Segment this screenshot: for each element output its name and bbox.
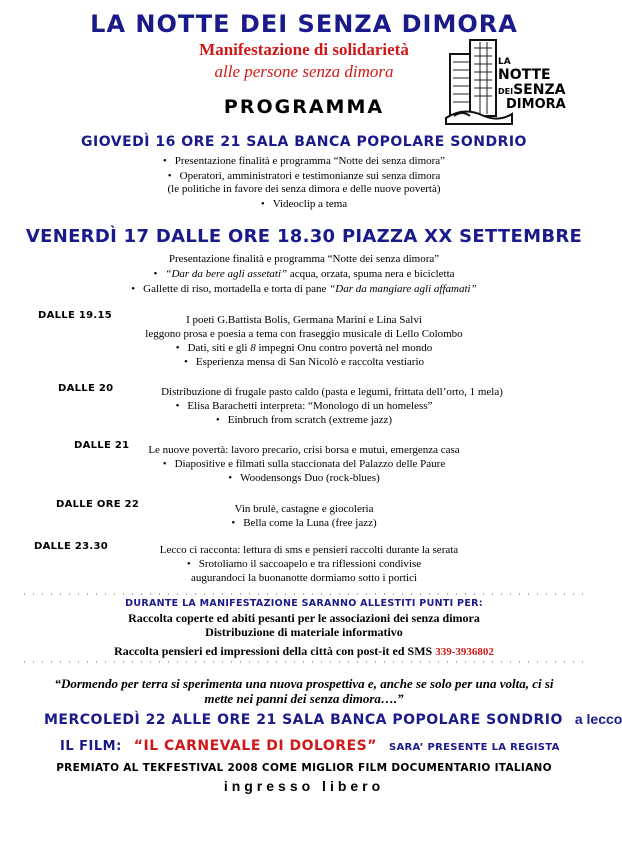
mercoledi-line — [44, 711, 622, 729]
time-label: DALLE ORE 22 — [56, 499, 140, 510]
durante-line: Distribuzione di materiale informativo — [205, 625, 403, 639]
subtitle-line-1: Manifestazione di solidarietà — [199, 40, 409, 59]
durante-heading: DURANTE LA MANIFESTAZIONE SARANNO ALLESTITI PUNTI PER: — [125, 598, 483, 609]
list-item: • Bella come la Luna (free jazz) — [0, 516, 608, 530]
film-line — [60, 737, 560, 755]
logo-line-4: DIMORA — [506, 97, 566, 112]
giovedi-heading: GIOVEDÌ 16 ORE 21 SALA BANCA POPOLARE SONDRIO — [81, 134, 527, 150]
giovedi-note: (le politiche in favore dei senza dimora e delle nuove povertà) — [167, 183, 441, 195]
durante-line: Raccolta coperte ed abiti pesanti per le associazioni dei senza dimora — [128, 611, 480, 625]
list-item: • Diapositive e filmati sulla staccionata del Palazzo delle Paure — [0, 457, 608, 471]
slot-2-block — [0, 385, 608, 427]
list-item: • Woodensongs Duo (rock-blues) — [0, 471, 608, 485]
list-item: • Einbruch from scratch (extreme jazz) — [0, 413, 608, 427]
page-title: LA NOTTE DEI SENZA DIMORA — [90, 10, 518, 38]
slot-3-block — [0, 443, 608, 485]
film-title: “IL CARNEVALE DI DOLORES” — [133, 738, 377, 754]
slot-line: augurandoci la buonanotte dormiamo sotto i portici — [190, 572, 418, 584]
list-item: • Dati, siti e gli 8 impegni Onu contro povertà nel mondo — [0, 341, 608, 355]
programma-heading: PROGRAMMA — [223, 96, 385, 118]
slot-line: Lecco ci racconta: lettura di sms e pensieri raccolti durante la serata — [159, 544, 459, 556]
ingresso-libero: ingresso libero — [223, 778, 385, 794]
slot-line: Vin brulè, castagne e giocoleria — [234, 503, 374, 515]
list-item: • Videoclip a tema — [0, 198, 608, 211]
event-logo — [444, 36, 574, 132]
slot-line: leggono prosa e poesia a tema con fraseggio musicale di Lello Colombo — [145, 328, 463, 340]
list-item: • Presentazione finalità e programma “Notte dei senza dimora” — [0, 155, 608, 168]
time-label: DALLE 19.15 — [38, 310, 113, 321]
logo-line-2: NOTTE — [498, 67, 551, 83]
slot-line: I poeti G.Battista Bolis, Germana Marini e Lina Salvi — [186, 314, 422, 326]
venerdi-heading: VENERDÌ 17 DALLE ORE 18.30 PIAZZA XX SETTEMBRE — [25, 226, 583, 247]
mercoledi-suffix: a lecco — [574, 711, 622, 727]
slot-1-block — [0, 313, 608, 369]
mercoledi-heading: MERCOLEDÌ 22 ALLE ORE 21 SALA BANCA POPOLARE SONDRIO — [44, 712, 563, 728]
list-item: • Operatori, amministratori e testimonianze sui senza dimora — [0, 170, 608, 183]
time-label: DALLE 23.30 — [34, 541, 109, 552]
film-label: IL FILM: — [60, 739, 122, 754]
list-item: • Elisa Barachetti interpreta: “Monologo di un homeless” — [0, 399, 608, 413]
time-label: DALLE 20 — [58, 383, 114, 394]
film-regista: SARA’ PRESENTE LA REGISTA — [388, 742, 560, 753]
slot-line: Le nuove povertà: lavoro precario, crisi borsa e mutui, emergenza casa — [148, 444, 460, 456]
list-item: • Gallette di riso, mortadella e torta di pane “Dar da mangiare agli affamati” — [0, 283, 608, 296]
time-label: DALLE 21 — [74, 440, 130, 451]
durante-line: Raccolta pensieri ed impressioni della città con post-it ed SMS 339-3936802 — [114, 644, 494, 658]
logo-line-1: LA — [498, 57, 511, 67]
list-item: • Esperienza mensa di San Nicolò e raccolta vestiario — [0, 355, 608, 369]
logo-line-3b: SENZA — [513, 82, 566, 98]
venerdi-line: Presentazione finalità e programma “Notte dei senza dimora” — [168, 253, 440, 265]
slot-4-block — [0, 502, 608, 530]
premiato-line: PREMIATO AL TEKFESTIVAL 2008 COME MIGLIOR FILM DOCUMENTARIO ITALIANO — [56, 762, 552, 774]
giovedi-block — [0, 155, 608, 211]
list-item: • Srotoliamo il saccoapelo e tra riflessioni condivise — [0, 557, 608, 571]
durante-block — [0, 611, 608, 659]
dotted-divider — [20, 660, 590, 664]
slot-line: Distribuzione di frugale pasto caldo (pasta e legumi, frittata dell’orto, 1 mela) — [161, 386, 503, 398]
quote: “Dormendo per terra si sperimenta una nuova prospettiva e, anche se solo per una volta, ci si mette nei panni dei senza dimora….” — [54, 676, 554, 706]
subtitle-line-2: alle persone senza dimora — [214, 62, 394, 81]
dotted-divider — [20, 592, 590, 596]
logo-line-3a: DEI — [498, 87, 514, 96]
slot-5-block — [0, 543, 608, 585]
list-item: • “Dar da bere agli assetati” acqua, orzata, spuma nera e bicicletta — [0, 268, 608, 281]
venerdi-block — [0, 253, 608, 296]
